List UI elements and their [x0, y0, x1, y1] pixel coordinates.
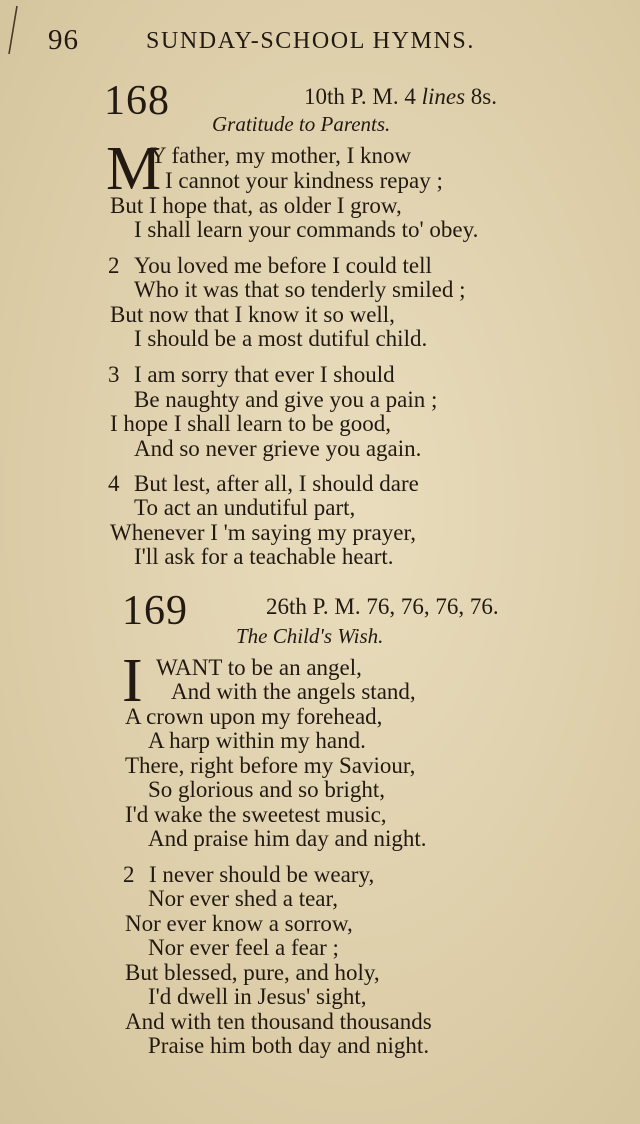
verse-line: But blessed, pure, and holy,: [125, 960, 380, 985]
page-number: 96: [48, 24, 79, 56]
verse-line: But I hope that, as older I grow,: [110, 193, 402, 218]
verse-line: I'd wake the sweetest music,: [125, 802, 387, 827]
drop-cap: I: [122, 647, 143, 715]
verse-line: To act an undutiful part,: [134, 495, 356, 520]
verse-number: 2: [108, 253, 120, 278]
verse-line: A harp within my hand.: [148, 728, 366, 753]
hymn-number: 168: [104, 78, 170, 124]
verse-line: I cannot your kindness repay ;: [165, 168, 443, 193]
verse-line: Nor ever know a sorrow,: [125, 911, 353, 936]
verse-line: WANT to be an angel,: [156, 655, 362, 680]
hymn-meter: 10th P. M. 4 lines 8s.: [304, 84, 497, 109]
verse-number: 3: [108, 362, 120, 387]
verse-line: And with the angels stand,: [171, 679, 416, 704]
verse-line: There, right before my Saviour,: [125, 753, 416, 778]
verse-line: I'd dwell in Jesus' sight,: [148, 984, 367, 1009]
verse-line: Whenever I 'm saying my prayer,: [110, 520, 416, 545]
verse-line: But now that I know it so well,: [110, 302, 395, 327]
verse-number: 4: [108, 471, 120, 496]
verse-line: Nor ever feel a fear ;: [148, 935, 339, 960]
running-title: SUNDAY-SCHOOL HYMNS.: [146, 28, 475, 54]
hymn-number: 169: [122, 588, 188, 634]
hymn-title: The Child's Wish.: [236, 624, 384, 648]
verse-line: I should be a most dutiful child.: [134, 326, 428, 351]
verse-line: 4 But lest, after all, I should dare: [108, 471, 419, 496]
verse-line: I'll ask for a teachable heart.: [134, 544, 394, 569]
hymn-meter: 26th P. M. 76, 76, 76, 76.: [266, 594, 499, 619]
verse-line: A crown upon my forehead,: [125, 704, 383, 729]
page-header: [0, 24, 640, 64]
verse-line: 2 I never should be weary,: [123, 862, 375, 887]
verse-line: And so never grieve you again.: [134, 436, 422, 461]
verse-line: Be naughty and give you a pain ;: [134, 387, 438, 412]
verse-line: I hope I shall learn to be good,: [110, 411, 392, 436]
verse-number: 2: [123, 862, 135, 887]
verse-line: Nor ever shed a tear,: [148, 886, 339, 911]
verse-line: 3 I am sorry that ever I should: [108, 362, 395, 387]
verse-line: And praise him day and night.: [148, 826, 427, 851]
verse-line: Y father, my mother, I know: [150, 143, 412, 168]
verse-line: So glorious and so bright,: [148, 777, 386, 802]
drop-cap: M: [106, 135, 162, 203]
verse-line: Praise him both day and night.: [148, 1033, 430, 1058]
verse-line: 2 You loved me before I could tell: [108, 253, 432, 278]
hymn-title: Gratitude to Parents.: [212, 112, 391, 136]
verse-line: I shall learn your commands to' obey.: [134, 217, 479, 242]
verse-line: Who it was that so tenderly smiled ;: [134, 277, 466, 302]
verse-line: And with ten thousand thousands: [125, 1009, 432, 1034]
